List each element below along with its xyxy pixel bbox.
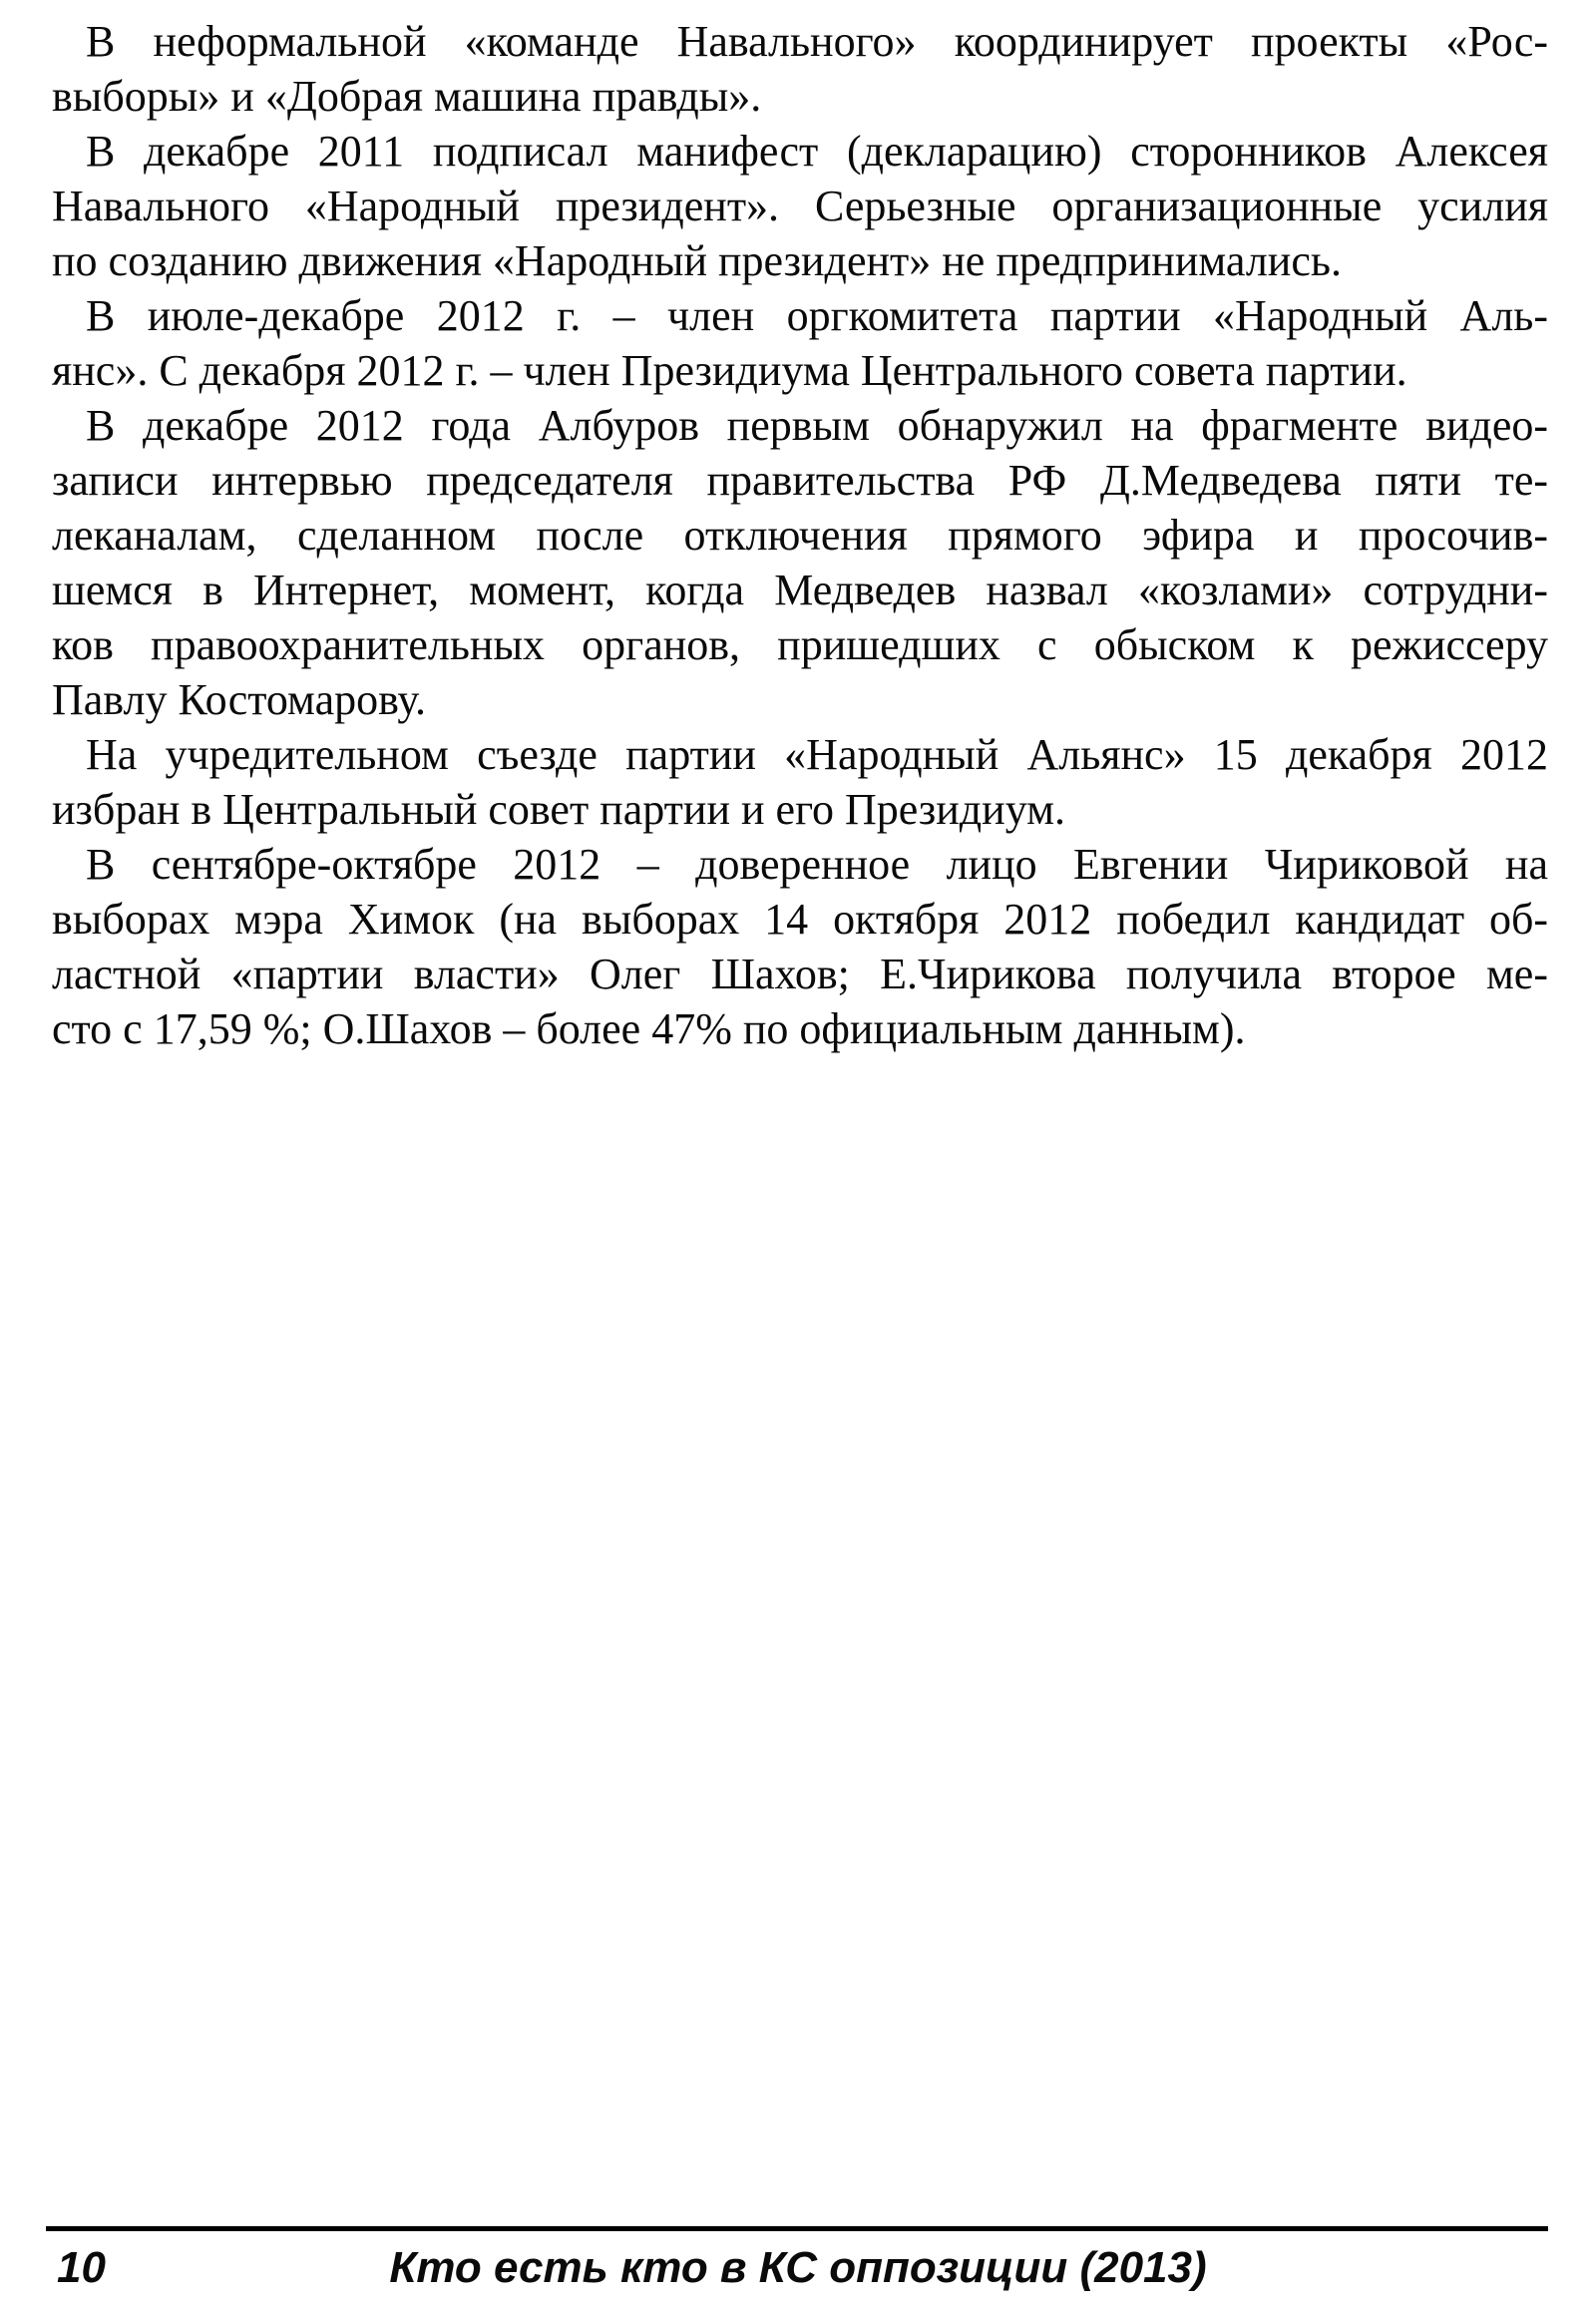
text-line: по созданию движения «Народный президент» не предпринимались. — [52, 236, 1342, 285]
text-line: ков правоохранительных органов, пришедших с обыском к режиссеру — [52, 620, 1548, 669]
text-line: янс». С декабря 2012 г. – член Президиума Центрального совета партии. — [52, 346, 1407, 395]
footer-rule — [46, 2226, 1548, 2231]
text-line: выборах мэра Химок (на выборах 14 октября 2012 победил кандидат об- — [52, 895, 1548, 944]
text-line: В сентябре-октябре 2012 – доверенное лицо Евгении Чириковой на — [86, 840, 1548, 889]
text-line: В декабре 2012 года Албуров первым обнаружил на фрагменте видео- — [86, 401, 1548, 450]
text-line: В декабре 2011 подписал манифест (декларацию) сторонников Алексея — [86, 127, 1548, 176]
text-line: В июле-декабре 2012 г. – член оргкомитета партии «Народный Аль- — [86, 291, 1548, 340]
text-line: выборы» и «Добрая машина правды». — [52, 72, 762, 121]
text-line: записи интервью председателя правительства РФ Д.Медведева пяти те- — [52, 456, 1548, 505]
text-line: Навального «Народный президент». Серьезные организационные усилия — [52, 182, 1548, 230]
text-line: ластной «партии власти» Олег Шахов; Е.Чирикова получила второе ме- — [52, 950, 1548, 998]
page-number: 10 — [57, 2243, 106, 2292]
text-line: На учредительном съезде партии «Народный Альянс» 15 декабря 2012 — [86, 730, 1548, 779]
text-line: шемся в Интернет, момент, когда Медведев назвал «козлами» сотрудни- — [52, 566, 1548, 614]
text-line: сто с 17,59 %; О.Шахов – более 47% по официальным данным). — [52, 1004, 1246, 1053]
text-line: избран в Центральный совет партии и его Президиум. — [52, 785, 1065, 834]
page-text — [52, 14, 1548, 1056]
text-line: Павлу Костомарову. — [52, 675, 426, 724]
text-line: В неформальной «команде Навального» координирует проекты «Рос- — [86, 17, 1548, 66]
running-title: Кто есть кто в КС оппозиции (2013) — [389, 2243, 1207, 2292]
text-line: леканалам, сделанном после отключения прямого эфира и просочив- — [52, 511, 1548, 560]
